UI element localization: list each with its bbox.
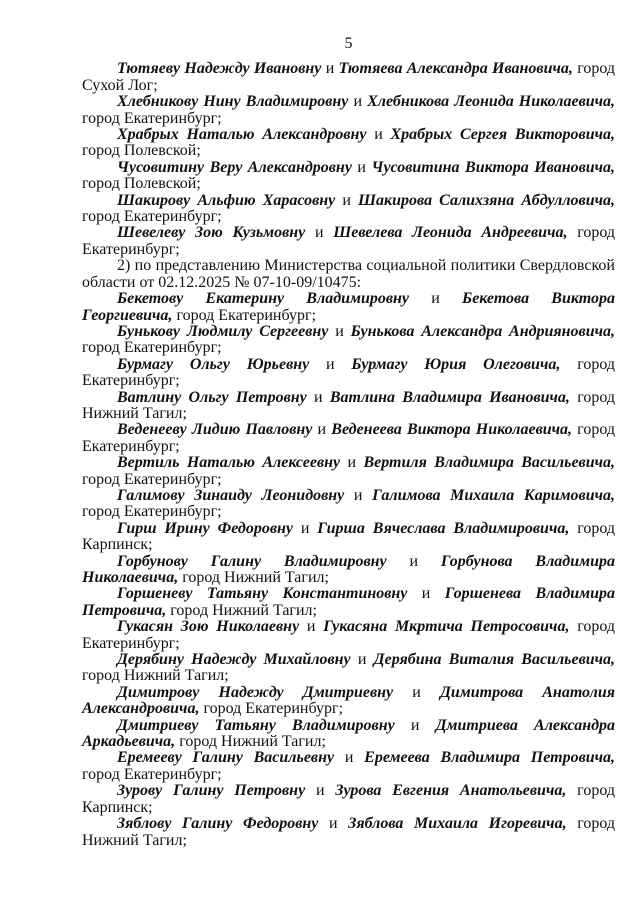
- entry: Галимову Зинаиду Леонидовну и Галимова Михаила Каримовича, город Екатеринбург;: [82, 486, 616, 521]
- entry: Димитрову Надежду Дмитриевну и Димитрова Анатолия Александровича, город Екатеринбург;: [82, 683, 616, 718]
- entry: Зяблову Галину Федоровну и Зяблова Михаила Игоревича, город Нижний Тагил;: [82, 815, 616, 849]
- entry: Тютяеву Надежду Ивановну и Тютяева Александра Ивановича, город Сухой Лог;: [82, 60, 616, 94]
- entry: Бунькову Людмилу Сергеевну и Бунькова Александра Андрияновича, город Екатеринбург;: [82, 322, 615, 357]
- entry: Шевелеву Зою Кузьмовну и Шевелева Леонида Андреевича, город Екатеринбург;: [82, 224, 616, 258]
- entry: Зурову Галину Петровну и Зурова Евгения Анатольевича, город Карпинск;: [82, 782, 616, 816]
- entry: Шакирову Альфию Харасовну и Шакирова Салихзяна Абдулловича, город Екатеринбург;: [82, 191, 615, 226]
- page-number: 5: [344, 35, 353, 52]
- section-2-heading: 2) по представлению Министерства социальной политики Свердловской области от 02.12.2025 № 07-10-09/10475:: [82, 257, 615, 291]
- document-page: [82, 36, 615, 849]
- entry: Чусовитину Веру Александровну и Чусовитина Виктора Ивановича, город Полевской;: [82, 158, 616, 193]
- entry: Гирш Ирину Федоровну и Гирша Вячеслава Владимировича, город Карпинск;: [82, 519, 616, 554]
- entries-block-1: [82, 61, 615, 258]
- entry: Хлебникову Нину Владимировну и Хлебникова Леонида Николаевича, город Екатеринбург;: [82, 93, 616, 127]
- entry: Вертиль Наталью Алексеевну и Вертиля Владимира Васильевича, город Екатеринбург;: [82, 454, 616, 488]
- entry: Храбрых Наталью Александровну и Храбрых Сергея Викторовича, город Полевской;: [82, 126, 615, 160]
- entry: Дмитриеву Татьяну Владимировну и Дмитриева Александра Аркадьевича, город Нижний Тагил;: [82, 716, 616, 751]
- entry: Гукасян Зою Николаевну и Гукасяна Мкртича Петросовича, город Екатеринбург;: [82, 618, 616, 652]
- entry: Горбунову Галину Владимировну и Горбунова Владимира Николаевича, город Нижний Тагил;: [82, 552, 615, 586]
- entry: Бурмагу Ольгу Юрьевну и Бурмагу Юрия Олеговича, город Екатеринбург;: [82, 355, 616, 390]
- entry: Веденееву Лидию Павловну и Веденеева Виктора Николаевича, город Екатеринбург;: [82, 421, 616, 455]
- entry: Бекетову Екатерину Владимировну и Бекетова Виктора Георгиевича, город Екатеринбург;: [82, 290, 616, 324]
- entry: Дерябину Надежду Михайловну и Дерябина Виталия Васильевича, город Нижний Тагил;: [82, 651, 616, 685]
- entry: Еремееву Галину Васильевну и Еремеева Владимира Петровича, город Екатеринбург;: [82, 749, 616, 783]
- entries-block-2: [82, 291, 615, 849]
- entry: Ватлину Ольгу Петровну и Ватлина Владимира Ивановича, город Нижний Тагил;: [82, 388, 616, 422]
- entry: Горшеневу Татьяну Константиновну и Горшенева Владимира Петровича, город Нижний Тагил;: [82, 585, 616, 619]
